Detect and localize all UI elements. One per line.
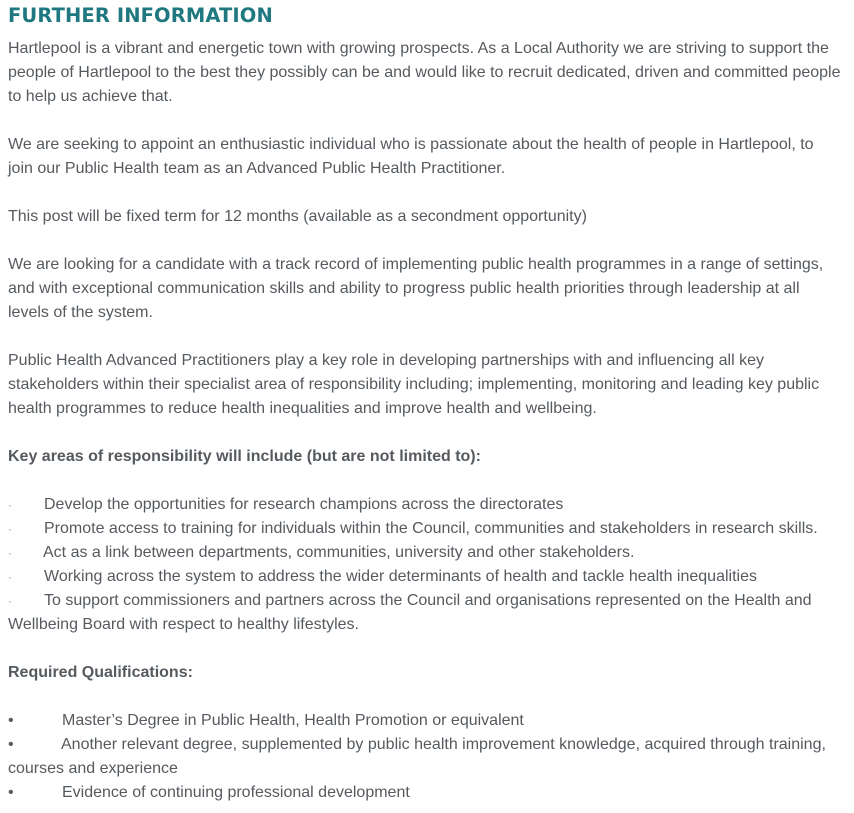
list-item-text: Another relevant degree, supplemented by public health improvement knowledge, acquired through training, <box>61 736 826 753</box>
bullet-marker: • <box>8 784 14 801</box>
bullet-marker: · <box>8 570 12 584</box>
list-item-text: Develop the opportunities for research champions across the directorates <box>44 496 564 513</box>
role-paragraph: We are seeking to appoint an enthusiastic individual who is passionate about the health of people in Hartlepool, to join our Public Health team as an Advanced Public Health Practitioner. <box>8 136 814 177</box>
practitioner-paragraph: Public Health Advanced Practitioners play a key role in developing partnerships with and influencing all key stakeholders within their specialist area of responsibility including; implementing, monitoring and leading key public health programmes to reduce health inequalities and improve health and wellbeing. <box>8 352 820 417</box>
list-item-continuation: courses and experience <box>8 760 178 777</box>
intro-paragraph: Hartlepool is a vibrant and energetic town with growing prospects. As a Local Authority we are striving to support the people of Hartlepool to the best they possibly can be and would like to recruit dedicated, driven and committed people to help us achieve that. <box>8 40 841 105</box>
term-paragraph: This post will be fixed term for 12 months (available as a secondment opportunity) <box>8 208 587 225</box>
qualifications-title: Required Qualifications: <box>8 664 193 681</box>
bullet-marker: · <box>8 522 12 536</box>
responsibilities-title: Key areas of responsibility will include (but are not limited to): <box>8 448 481 465</box>
bullet-marker: • <box>8 736 14 753</box>
bullet-marker: · <box>8 546 12 560</box>
list-item-text: Evidence of continuing professional development <box>62 784 410 801</box>
bullet-marker: • <box>8 712 14 729</box>
bullet-marker: · <box>8 498 12 512</box>
list-item-text: Working across the system to address the wider determinants of health and tackle health inequalities <box>44 568 757 585</box>
list-item-text: Promote access to training for individuals within the Council, communities and stakeholders in research skills. <box>44 520 818 537</box>
list-item-continuation: Wellbeing Board with respect to healthy lifestyles. <box>8 616 359 633</box>
candidate-paragraph: We are looking for a candidate with a track record of implementing public health programmes in a range of settings, and with exceptional communication skills and ability to progress public health priorities through leadership at all levels of the system. <box>8 256 824 321</box>
list-item-text: To support commissioners and partners across the Council and organisations represented on the Health and <box>44 592 812 609</box>
list-item-text: Act as a link between departments, communities, university and other stakeholders. <box>43 544 635 561</box>
bullet-marker: · <box>8 594 12 608</box>
list-item-text: Master’s Degree in Public Health, Health Promotion or equivalent <box>62 712 524 729</box>
section-heading: FURTHER INFORMATION <box>8 4 273 27</box>
